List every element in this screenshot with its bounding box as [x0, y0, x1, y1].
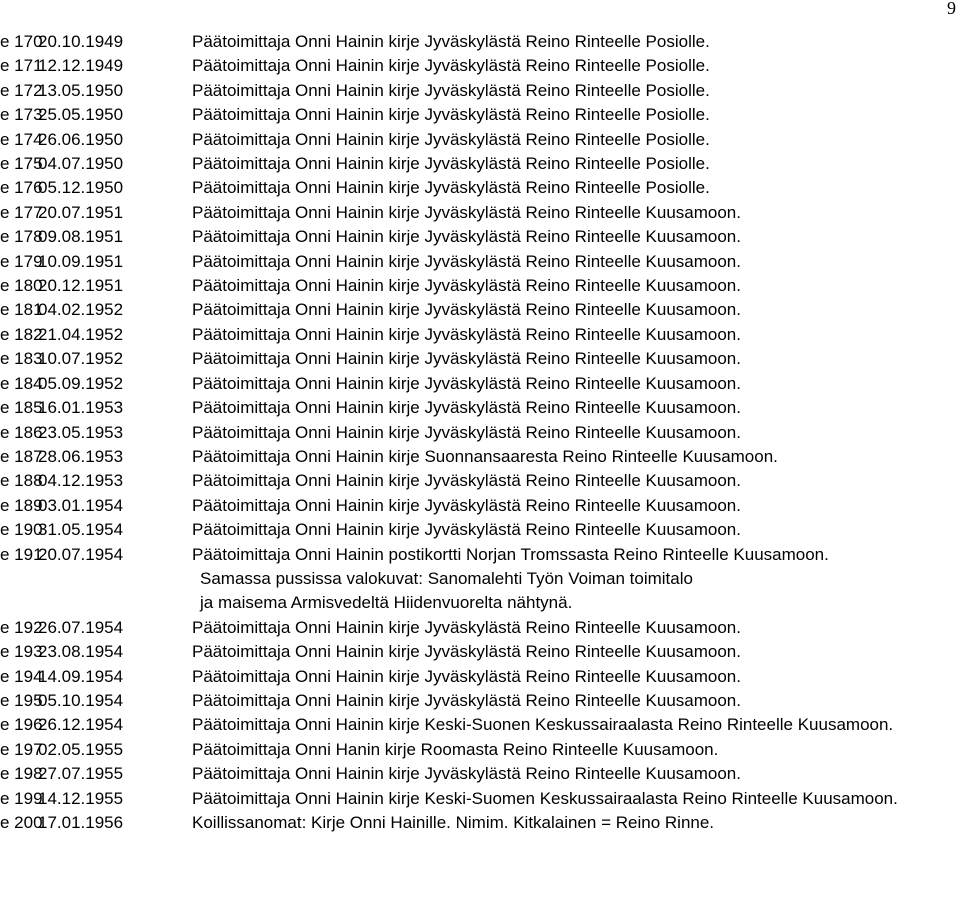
- entry-date: 10.07.1952: [38, 349, 124, 369]
- entry-description: Päätoimittaja Onni Hainin kirje Jyväskylästä Reino Rinteelle Kuusamoon.: [192, 666, 741, 686]
- entry-date: 20.07.1954: [38, 544, 124, 564]
- entry-id: e 183: [0, 349, 43, 369]
- entry-description: Koillissanomat: Kirje Onni Hainille. Nimim. Kitkalainen = Reino Rinne.: [192, 813, 715, 832]
- entry-description: Päätoimittaja Onni Hainin postikortti Norjan Tromssasta Reino Rinteelle Kuusamoon.: [192, 544, 829, 564]
- entry-date: 28.06.1953: [38, 446, 124, 466]
- entry: [0, 738, 960, 762]
- entry-id: e 196: [0, 715, 43, 735]
- entry-id: e 199: [0, 788, 43, 808]
- entry-description: Päätoimittaja Onni Hainin kirje Jyväskylästä Reino Rinteelle Kuusamoon.: [192, 251, 741, 271]
- entry-id: e 180: [0, 276, 43, 296]
- entry: [0, 152, 960, 176]
- entry-description: Päätoimittaja Onni Hainin kirje Keski-Suonen Keskussairaalasta Reino Rinteelle Kuusamoon.: [192, 715, 894, 735]
- entry-id: e 190: [0, 520, 43, 540]
- entry-date: 14.09.1954: [38, 666, 124, 686]
- entry-description: Päätoimittaja Onni Hainin kirje Jyväskylästä Reino Rinteelle Kuusamoon.: [192, 690, 741, 710]
- entry: [0, 79, 960, 103]
- entry-id: e 181: [0, 300, 43, 320]
- entry-date: 05.09.1952: [38, 373, 124, 393]
- entry: [0, 201, 960, 225]
- entry-id: e 175: [0, 154, 43, 174]
- entry-id: e 194: [0, 666, 43, 686]
- entry-description: Päätoimittaja Onni Hainin kirje Jyväskylästä Reino Rinteelle Kuusamoon.: [192, 617, 741, 637]
- entry-id: e 186: [0, 422, 43, 442]
- entry-description: Päätoimittaja Onni Hainin kirje Jyväskylästä Reino Rinteelle Kuusamoon.: [192, 300, 741, 320]
- entry-description: Päätoimittaja Onni Hainin kirje Jyväskylästä Reino Rinteelle Kuusamoon.: [192, 398, 741, 418]
- entry-date: 21.04.1952: [38, 324, 124, 344]
- entry-note: ja maisema Armisvedeltä Hiidenvuorelta nähtynä.: [200, 593, 573, 613]
- entry-date: 23.05.1953: [38, 422, 124, 442]
- entry-description: Päätoimittaja Onni Hainin kirje Jyväskylästä Reino Rinteelle Kuusamoon.: [192, 642, 741, 662]
- entry: [0, 30, 960, 54]
- entry-description: Päätoimittaja Onni Hainin kirje Jyväskylästä Reino Rinteelle Kuusamoon.: [192, 227, 741, 247]
- entry: [0, 494, 960, 518]
- entry-description: Päätoimittaja Onni Hainin kirje Jyväskylästä Reino Rinteelle Posiolle.: [192, 80, 710, 100]
- entry-id: e 198: [0, 764, 43, 784]
- entry-date: 05.10.1954: [38, 690, 124, 710]
- entry-description: Päätoimittaja Onni Hainin kirje Jyväskylästä Reino Rinteelle Posiolle.: [192, 178, 710, 198]
- entry: [0, 665, 960, 689]
- entry-description: Päätoimittaja Onni Hainin kirje Jyväskylästä Reino Rinteelle Posiolle.: [192, 129, 710, 149]
- entry-date: 12.12.1949: [38, 56, 124, 76]
- page-number: 9: [947, 0, 956, 18]
- entry-date: 27.07.1955: [38, 764, 124, 784]
- entry: [0, 323, 960, 347]
- entry-date: 20.12.1951: [38, 276, 124, 296]
- entry-id: e 200: [0, 813, 43, 832]
- entry-date: 03.01.1954: [38, 495, 124, 515]
- entry: [0, 787, 960, 811]
- entry-description: Päätoimittaja Onni Hainin kirje Jyväskylästä Reino Rinteelle Kuusamoon.: [192, 422, 741, 442]
- entry-description: Päätoimittaja Onni Hainin kirje Jyväskylästä Reino Rinteelle Posiolle.: [192, 56, 710, 76]
- entry: [0, 762, 960, 786]
- entry-id: e 185: [0, 398, 43, 418]
- entry-description: Päätoimittaja Onni Hainin kirje Jyväskylästä Reino Rinteelle Kuusamoon.: [192, 324, 741, 344]
- entry-description: Päätoimittaja Onni Hainin kirje Jyväskylästä Reino Rinteelle Kuusamoon.: [192, 202, 741, 222]
- entry-id: e 170: [0, 32, 43, 51]
- entry: [0, 689, 960, 713]
- entry-date: 26.06.1950: [38, 129, 124, 149]
- entry-date: 25.05.1950: [38, 105, 124, 125]
- entry-id: e 182: [0, 324, 43, 344]
- entry-list: [0, 30, 960, 835]
- entry: [0, 298, 960, 322]
- entry: [0, 54, 960, 78]
- entry-id: e 174: [0, 129, 43, 149]
- entry-date: 26.07.1954: [38, 617, 124, 637]
- entry-description: Päätoimittaja Onni Hainin kirje Keski-Suomen Keskussairaalasta Reino Rinteelle Kuusamoon.: [192, 788, 898, 808]
- entry-date: 20.07.1951: [38, 202, 124, 222]
- entry-description: Päätoimittaja Onni Hanin kirje Roomasta Reino Rinteelle Kuusamoon.: [192, 739, 719, 759]
- entry-id: e 197: [0, 739, 43, 759]
- entry-date: 04.07.1950: [38, 154, 124, 174]
- entry-id: e 193: [0, 642, 43, 662]
- entry: [0, 713, 960, 737]
- entry: [0, 469, 960, 493]
- entry-date: 02.05.1955: [38, 739, 124, 759]
- entry-date: 04.02.1952: [38, 300, 124, 320]
- entry-note: Samassa pussissa valokuvat: Sanomalehti Työn Voiman toimitalo: [200, 568, 693, 588]
- entry: [0, 811, 960, 835]
- entry: [0, 616, 960, 640]
- entry: [0, 250, 960, 274]
- entry-id: e 171: [0, 56, 43, 76]
- entry-date: 14.12.1955: [38, 788, 124, 808]
- entry-description: Päätoimittaja Onni Hainin kirje Jyväskylästä Reino Rinteelle Posiolle.: [192, 154, 710, 174]
- entry: [0, 176, 960, 200]
- entry: [0, 640, 960, 664]
- entry-date: 20.10.1949: [38, 32, 124, 51]
- entry-description: Päätoimittaja Onni Hainin kirje Jyväskylästä Reino Rinteelle Kuusamoon.: [192, 373, 741, 393]
- entry-id: e 189: [0, 495, 43, 515]
- entry-date: 04.12.1953: [38, 471, 124, 491]
- entry-date: 31.05.1954: [38, 520, 124, 540]
- entry: [0, 274, 960, 298]
- entry-id: e 187: [0, 446, 43, 466]
- entry-date: 16.01.1953: [38, 398, 124, 418]
- entry-date: 17.01.1956: [38, 813, 124, 832]
- entry-id: e 176: [0, 178, 43, 198]
- entry-description: Päätoimittaja Onni Hainin kirje Jyväskylästä Reino Rinteelle Kuusamoon.: [192, 471, 741, 491]
- entry-description: Päätoimittaja Onni Hainin kirje Jyväskylästä Reino Rinteelle Kuusamoon.: [192, 349, 741, 369]
- entry-date: 10.09.1951: [38, 251, 124, 271]
- entry-date: 26.12.1954: [38, 715, 124, 735]
- entry: [0, 421, 960, 445]
- entry-id: e 184: [0, 373, 43, 393]
- entry-id: e 188: [0, 471, 43, 491]
- entry-date: 13.05.1950: [38, 80, 124, 100]
- entry-id: e 172: [0, 80, 43, 100]
- entry-id: e 178: [0, 227, 43, 247]
- entry: [0, 103, 960, 127]
- entry: [0, 225, 960, 249]
- entry-date: 09.08.1951: [38, 227, 124, 247]
- entry-description: Päätoimittaja Onni Hainin kirje Jyväskylästä Reino Rinteelle Kuusamoon.: [192, 495, 741, 515]
- entry: [0, 518, 960, 542]
- entry-id: e 195: [0, 690, 43, 710]
- entry-description: Päätoimittaja Onni Hainin kirje Jyväskylästä Reino Rinteelle Posiolle.: [192, 32, 710, 51]
- entry-id: e 192: [0, 617, 43, 637]
- entry: [0, 445, 960, 469]
- entry-description: Päätoimittaja Onni Hainin kirje Jyväskylästä Reino Rinteelle Kuusamoon.: [192, 764, 741, 784]
- entry: [0, 543, 960, 616]
- entry-id: e 173: [0, 105, 43, 125]
- entry: [0, 347, 960, 371]
- entry-id: e 179: [0, 251, 43, 271]
- entry-description: Päätoimittaja Onni Hainin kirje Suonnansaaresta Reino Rinteelle Kuusamoon.: [192, 446, 778, 466]
- entry-id: e 191: [0, 544, 43, 564]
- entry-id: e 177: [0, 202, 43, 222]
- entry-description: Päätoimittaja Onni Hainin kirje Jyväskylästä Reino Rinteelle Kuusamoon.: [192, 520, 741, 540]
- entry: [0, 128, 960, 152]
- entry-date: 05.12.1950: [38, 178, 124, 198]
- entry: [0, 396, 960, 420]
- entry-description: Päätoimittaja Onni Hainin kirje Jyväskylästä Reino Rinteelle Posiolle.: [192, 105, 710, 125]
- entry-date: 23.08.1954: [38, 642, 124, 662]
- entry-description: Päätoimittaja Onni Hainin kirje Jyväskylästä Reino Rinteelle Kuusamoon.: [192, 276, 741, 296]
- entry: [0, 372, 960, 396]
